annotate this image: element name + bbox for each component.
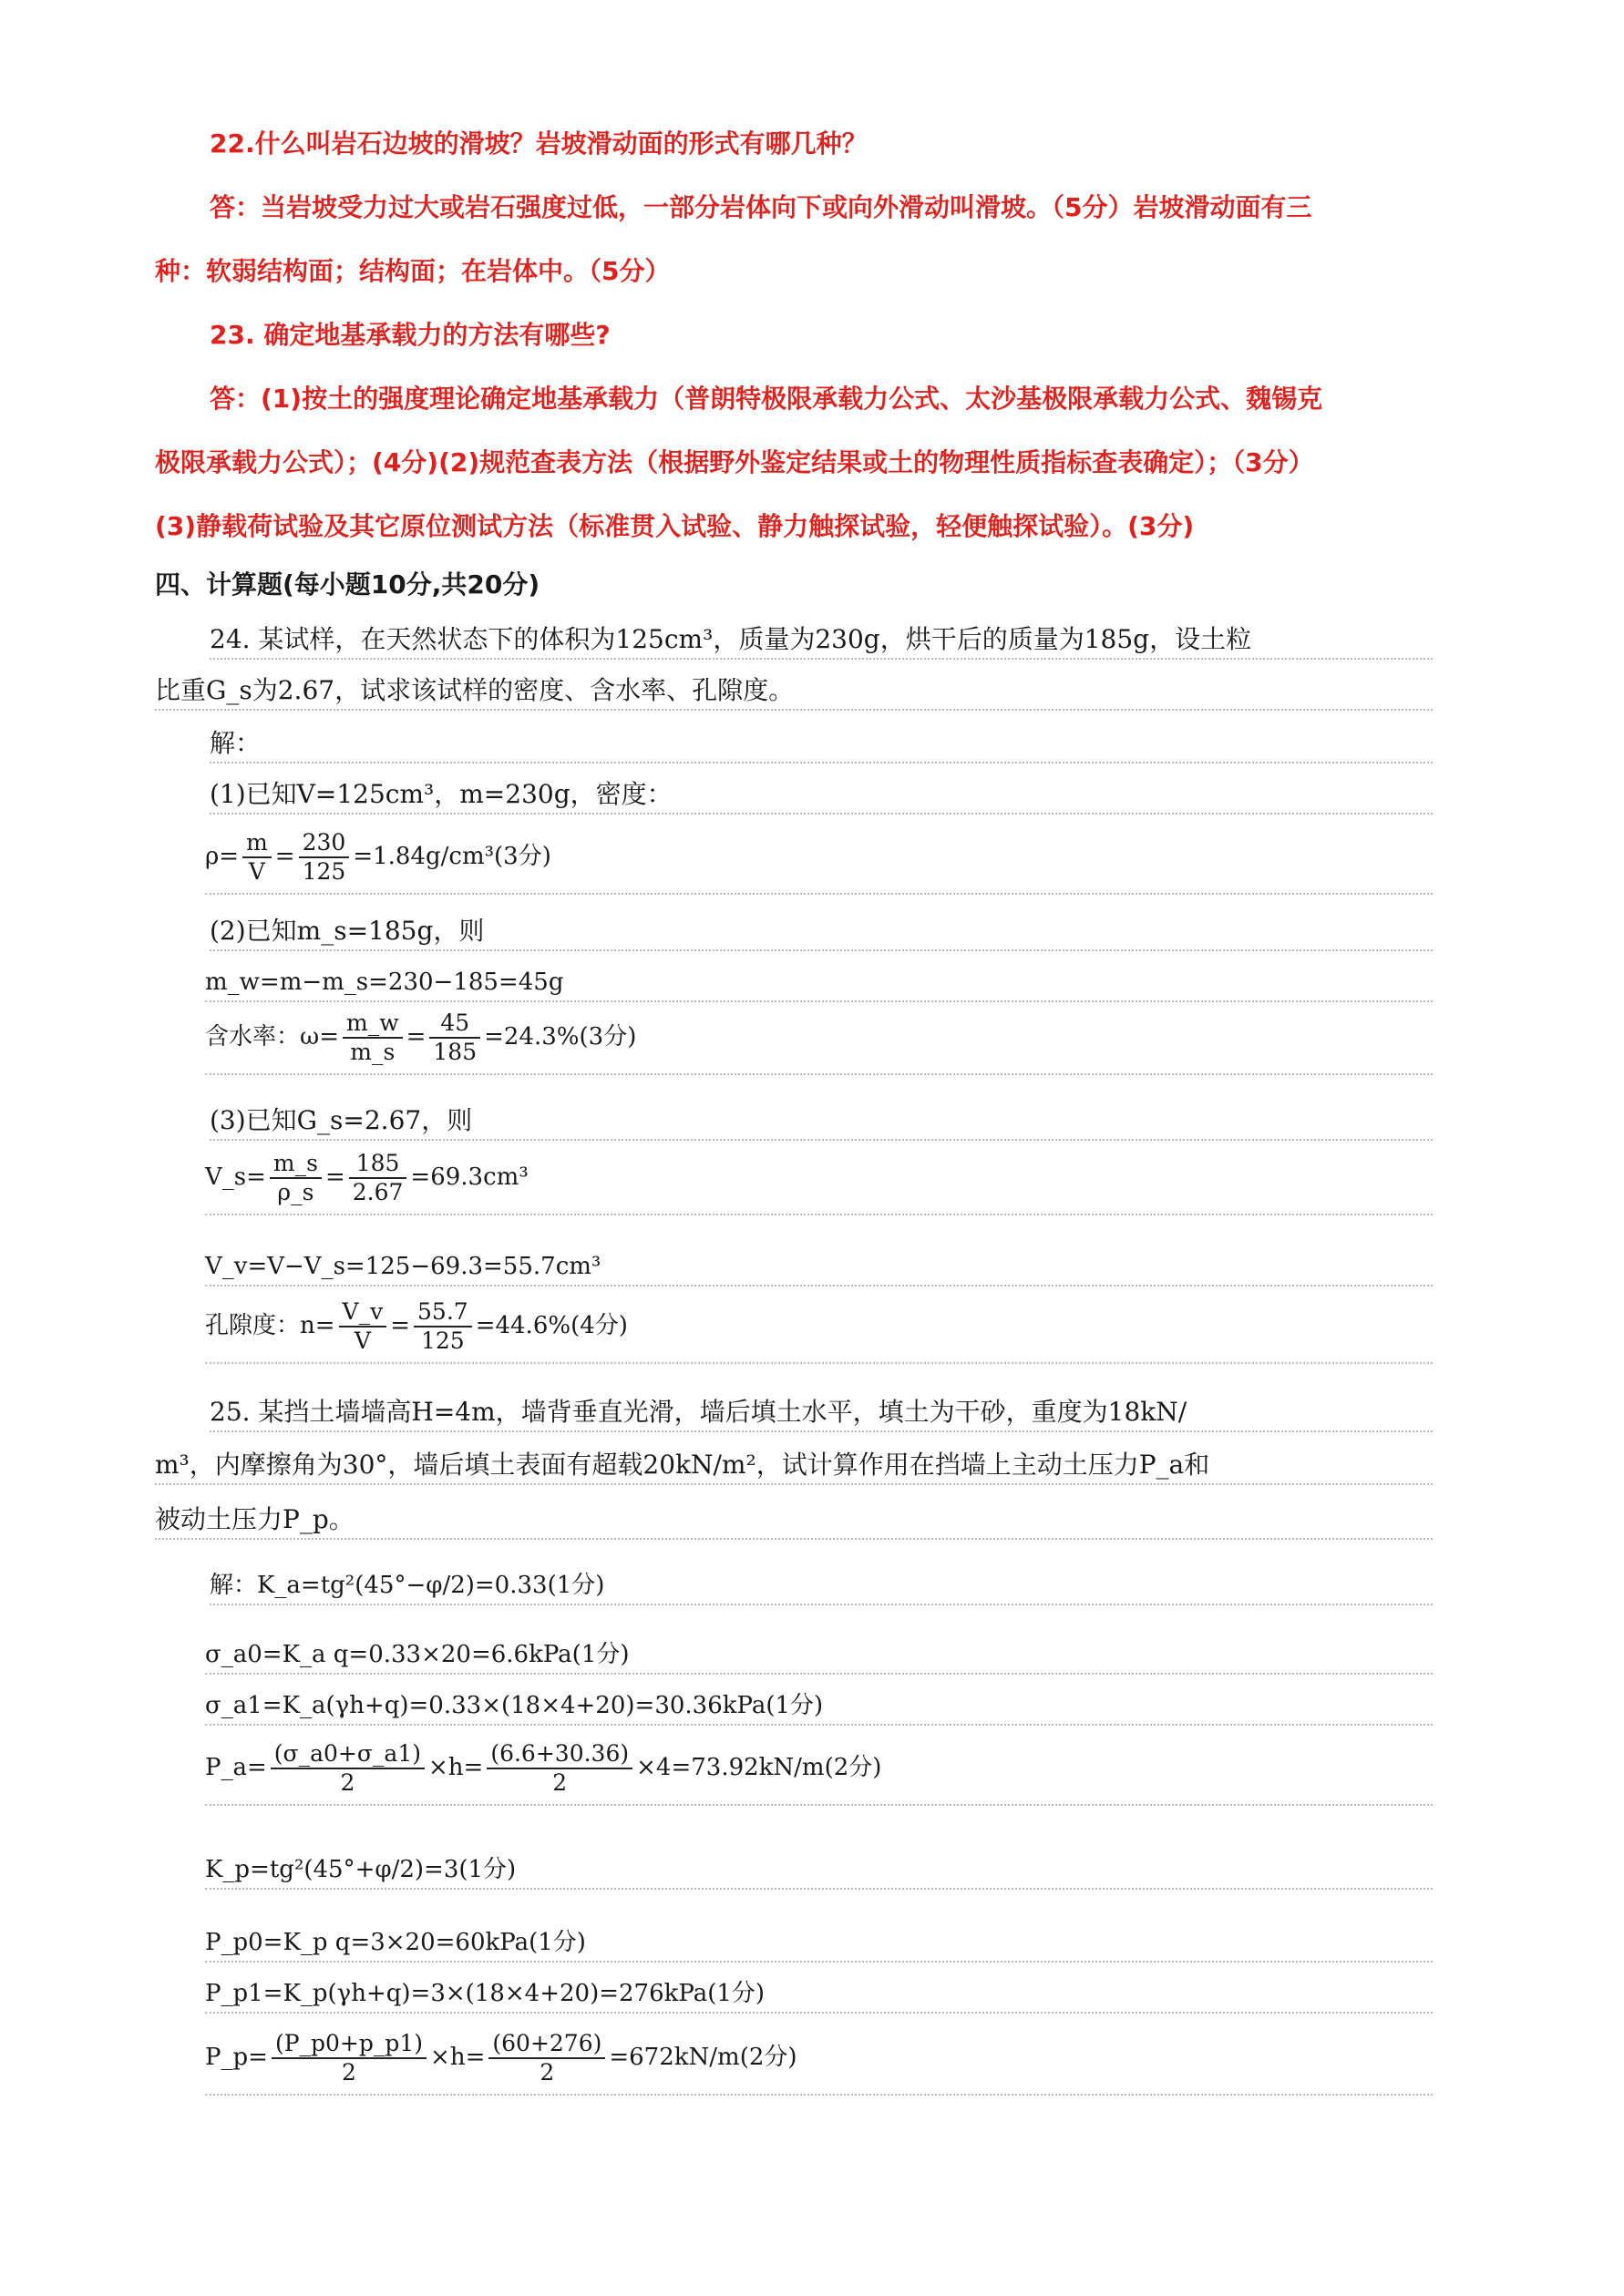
frac-numerator: 185 (349, 1150, 407, 1179)
frac-denominator: 2 (540, 2059, 555, 2086)
frac-denominator: 125 (302, 858, 346, 885)
q24-question-line1: 24. 某试样，在天然状态下的体积为125cm³，质量为230g，烘干后的质量为185g，设土粒 (210, 621, 1433, 660)
pp-result: =672kN/m(2分) (609, 2044, 797, 2071)
pa-fraction-symbolic (271, 1740, 425, 1797)
density-result: =1.84g/cm³(3分) (353, 843, 551, 870)
pp-fraction-symbolic (272, 2030, 427, 2086)
water-content-lhs: 含水率：ω= (205, 1023, 339, 1051)
q25-question-line1: 25. 某挡土墙墙高H=4m，墙背垂直光滑，墙后填土水平，填土为干砂，重度为18kN/ (210, 1394, 1433, 1432)
water-fraction-numeric (429, 1010, 480, 1066)
frac-denominator: 185 (433, 1039, 478, 1065)
density-fraction-numeric (299, 829, 350, 886)
q24-water-content-formula (205, 1010, 1433, 1075)
pa-result: ×4=73.92kN/m(2分) (636, 1754, 882, 1781)
q24-step2: (2)已知m_s=185g，则 (210, 913, 1433, 951)
q24-density-formula (205, 829, 1433, 895)
q22-question: 22.什么叫岩石边坡的滑坡？岩坡滑动面的形式有哪几种？ (210, 128, 868, 159)
q24-solid-volume-formula (205, 1150, 1433, 1215)
frac-numerator: V_v (339, 1298, 387, 1327)
solid-volume-result: =69.3cm³ (410, 1163, 529, 1191)
section-title: 四、计算题(每小题10分,共20分) (155, 569, 540, 600)
frac-numerator: 55.7 (414, 1298, 472, 1327)
water-fraction-symbolic (343, 1010, 403, 1066)
equals: = (324, 1163, 345, 1191)
density-fraction-symbolic (242, 829, 272, 886)
q25-sigma-a1: σ_a1=K_a(γh+q)=0.33×(18×4+20)=30.36kPa(1分) (205, 1687, 1433, 1726)
q25-pp1: P_p1=K_p(γh+q)=3×(18×4+20)=276kPa(1分) (205, 1975, 1433, 2014)
frac-numerator: (6.6+30.36) (487, 1740, 632, 1769)
equals: = (390, 1312, 411, 1339)
q25-question-line2: m³，内摩擦角为30°，墙后填土表面有超载20kN/m²，试计算作用在挡墙上主动土压力P_a和 (155, 1447, 1433, 1485)
q25-sigma-a0: σ_a0=K_a q=0.33×20=6.6kPa(1分) (205, 1636, 1433, 1675)
q24-porosity-formula (205, 1298, 1433, 1364)
frac-numerator: 45 (429, 1010, 480, 1039)
q25-pp-formula (205, 2030, 1433, 2096)
frac-numerator: (P_p0+p_p1) (272, 2030, 427, 2059)
pa-lhs: P_a= (205, 1754, 267, 1781)
frac-denominator: 2 (340, 1769, 355, 1796)
pp-lhs: P_p= (205, 2044, 268, 2071)
q22-answer-line1: 答：当岩坡受力过大或岩石强度过低，一部分岩体向下或向外滑动叫滑坡。（5分）岩坡滑动面有三 (210, 192, 1312, 222)
q24-step1: (1)已知V=125cm³，m=230g，密度： (210, 776, 1433, 815)
porosity-fraction-numeric (414, 1298, 472, 1355)
frac-numerator: m (242, 829, 272, 858)
equals: = (274, 843, 295, 870)
water-content-result: =24.3%(3分) (484, 1023, 637, 1051)
q25-kp: K_p=tg²(45°+φ/2)=3(1分) (205, 1851, 1433, 1890)
pa-fraction-numeric (487, 1740, 632, 1797)
porosity-result: =44.6%(4分) (475, 1312, 628, 1339)
porosity-fraction-symbolic (339, 1298, 387, 1355)
q23-answer-line1: 答：(1)按土的强度理论确定地基承载力（普朗特极限承载力公式、太沙基极限承载力公式、魏锡克 (210, 384, 1323, 414)
q23-answer-line2: 极限承载力公式）；(4分)(2)规范查表方法（根据野外鉴定结果或土的物理性质指标查表确定）；（3分） (155, 447, 1314, 477)
frac-denominator: V (248, 858, 265, 885)
q25-pa-formula (205, 1740, 1433, 1806)
density-lhs: ρ= (205, 843, 240, 870)
q24-void-volume: V_v=V−V_s=125−69.3=55.7cm³ (205, 1248, 1433, 1286)
frac-denominator: 125 (420, 1327, 465, 1354)
q24-solution-label: 解： (210, 725, 1433, 764)
frac-denominator: 2 (552, 1769, 568, 1796)
solid-fraction-symbolic (270, 1150, 322, 1206)
q23-question: 23. 确定地基承载力的方法有哪些? (210, 320, 611, 350)
q24-question-line2: 比重G_s为2.67，试求该试样的密度、含水率、孔隙度。 (155, 672, 1433, 711)
q25-question-line3: 被动土压力P_p。 (155, 1502, 1433, 1540)
frac-denominator: 2.67 (352, 1179, 404, 1205)
frac-numerator: m_s (270, 1150, 322, 1179)
frac-numerator: 230 (299, 829, 350, 858)
q25-pp0: P_p0=K_p q=3×20=60kPa(1分) (205, 1924, 1433, 1963)
pp-mid: ×h= (430, 2044, 486, 2071)
q24-step3: (3)已知G_s=2.67，则 (210, 1102, 1433, 1141)
frac-numerator: (60+276) (488, 2030, 605, 2059)
pp-fraction-numeric (488, 2030, 605, 2086)
q23-answer-line3: (3)静载荷试验及其它原位测试方法（标准贯入试验、静力触探试验，轻便触探试验）。(3分) (155, 511, 1195, 541)
frac-numerator: (σ_a0+σ_a1) (271, 1740, 425, 1769)
frac-denominator: ρ_s (277, 1179, 314, 1205)
frac-denominator: 2 (342, 2059, 356, 2086)
q22-answer-line2: 种：软弱结构面；结构面；在岩体中。（5分） (155, 256, 671, 286)
q24-water-mass: m_w=m−m_s=230−185=45g (205, 964, 1433, 1002)
porosity-lhs: 孔隙度：n= (205, 1312, 335, 1339)
q25-ka: 解：K_a=tg²(45°−φ/2)=0.33(1分) (210, 1567, 1433, 1605)
equals: = (406, 1023, 427, 1051)
frac-denominator: m_s (350, 1039, 396, 1065)
solid-fraction-numeric (349, 1150, 407, 1206)
frac-denominator: V (354, 1327, 371, 1354)
frac-numerator: m_w (343, 1010, 403, 1039)
pa-mid: ×h= (428, 1754, 484, 1781)
solid-volume-lhs: V_s= (205, 1163, 266, 1191)
